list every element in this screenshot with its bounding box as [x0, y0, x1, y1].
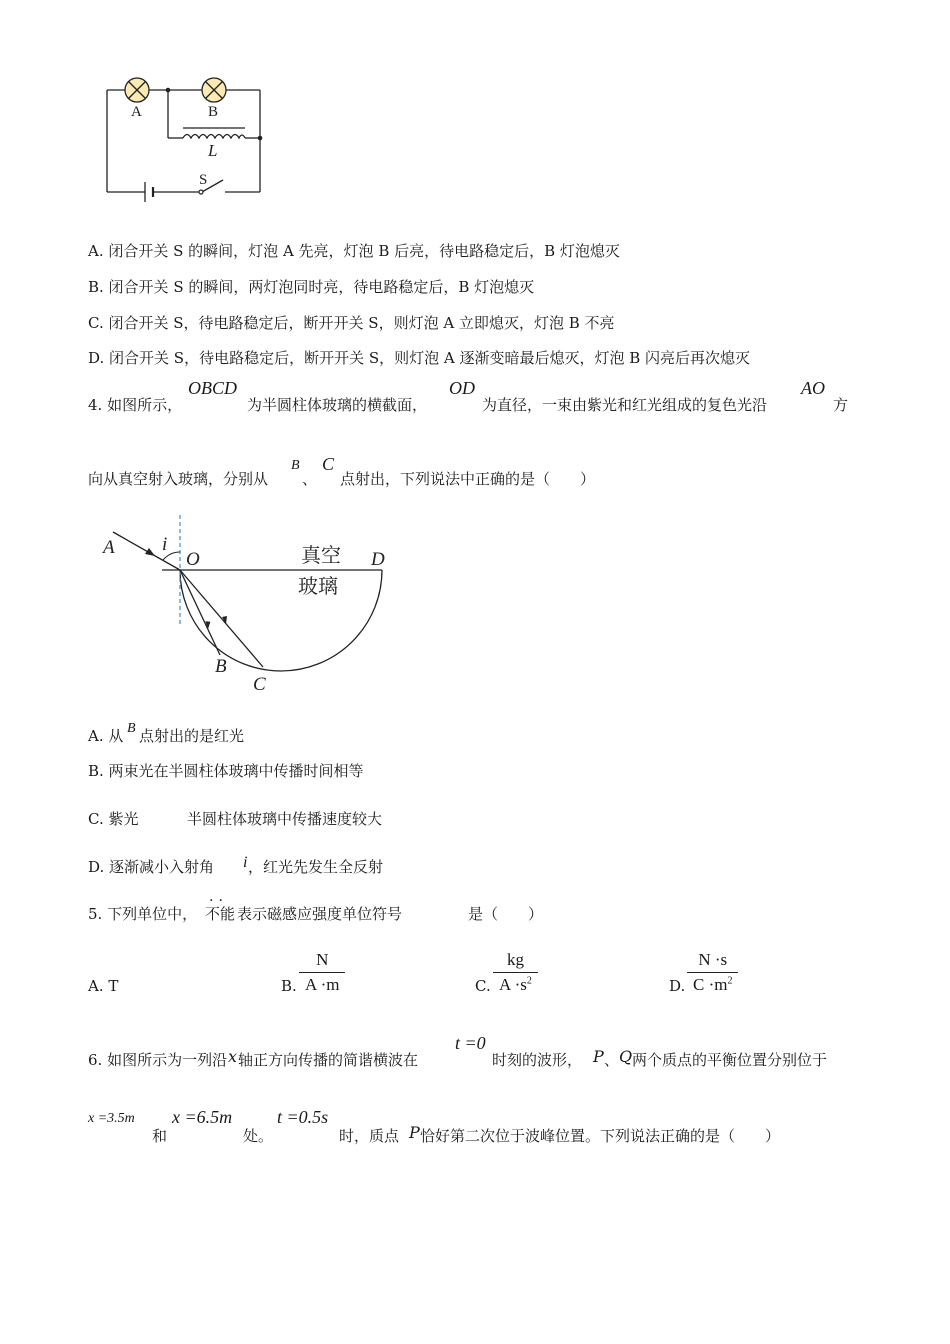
q6-math-p: P — [593, 1047, 604, 1066]
q6-text-h: 时，质点 — [339, 1127, 400, 1145]
q4-opt-a-text2: 点射出的是红光 — [139, 727, 245, 745]
q5-opt-d-label: D. — [669, 977, 686, 995]
q5-text-a: 5. 下列单位中， — [88, 905, 198, 923]
q5-opt-c-label: C. — [475, 977, 491, 995]
q4-opt-d-math: i — [243, 854, 248, 871]
label-o: O — [186, 549, 200, 570]
q5-opt-d-den-base: C ·m — [693, 975, 728, 994]
q4-opt-d-text2: ，红光先发生全反射 — [248, 858, 384, 876]
q6-text-f: 和 — [152, 1127, 168, 1145]
q4-text-g: 点射出，下列说法中正确的是（ ） — [340, 470, 596, 488]
q4-text-f: 、 — [302, 470, 318, 488]
q5-text-b: 表示磁感应强度单位符号 — [237, 905, 403, 923]
q4-math-b: B — [291, 458, 300, 473]
label-c: C — [253, 674, 266, 695]
q4-math-od: OD — [449, 378, 475, 398]
q4-opt-d-text1: D. 逐渐减小入射角 — [88, 858, 215, 876]
q4-text-b: 为半圆柱体玻璃的横截面， — [247, 396, 428, 414]
q3-option-b: B. 闭合开关 S 的瞬间，两灯泡同时亮，待电路稳定后，B 灯泡熄灭 — [88, 278, 535, 296]
q6-math-x: x — [228, 1047, 238, 1066]
q6-math-x1: x =3.5m — [88, 1111, 135, 1126]
q3-option-c: C. 闭合开关 S，待电路稳定后，断开开关 S，则灯泡 A 立即熄灭，灯泡 B 不亮 — [88, 314, 615, 332]
q6-math-t0-text: t =0 — [455, 1033, 486, 1053]
q6-math-p2: P — [409, 1123, 420, 1142]
q5-opt-b-label: B. — [281, 977, 297, 995]
q4-opt-a-math: B — [127, 721, 136, 736]
q5-opt-c-den-sup: 2 — [526, 975, 532, 987]
q6-text-b: 轴正方向传播的简谐横波在 — [238, 1051, 419, 1069]
q4-math-obcd: OBCD — [188, 378, 237, 398]
q5-option-a: A. T — [88, 977, 119, 995]
q4-text-c: 为直径，一束由紫光和红光组成的复色光沿 — [482, 396, 768, 414]
lamp-a-icon — [125, 78, 149, 102]
q4-text-a: 4. 如图所示， — [88, 396, 183, 414]
q5-opt-b-denominator: A ·m — [299, 972, 345, 995]
q5-opt-d-numerator: N ·s — [698, 950, 728, 969]
q6-text-d: 、 — [604, 1051, 620, 1069]
q4-text-d: 方 — [833, 396, 849, 414]
label-switch: S — [199, 172, 208, 188]
optics-diagram — [95, 510, 405, 695]
q4-text-e: 向从真空射入玻璃，分别从 — [88, 470, 269, 488]
q6-math-t0 — [455, 1033, 486, 1054]
q6-math-q: Q — [619, 1047, 633, 1066]
q5-text-emph: 不能 — [205, 905, 236, 923]
q6-math-x2: x =6.5m — [172, 1107, 233, 1127]
q5-opt-d-den-sup: 2 — [727, 975, 733, 987]
circuit-diagram — [95, 70, 275, 210]
label-lamp-b: B — [208, 104, 219, 120]
q5-opt-c-denominator — [493, 972, 538, 995]
label-inductor: L — [208, 141, 218, 160]
q3-option-d: D. 闭合开关 S，待电路稳定后，断开开关 S，则灯泡 A 逐渐变暗最后熄灭，灯泡 B 闪亮后再次熄灭 — [88, 349, 751, 367]
q6-text-e: 两个质点的平衡位置分别位于 — [632, 1051, 828, 1069]
q6-math-t1: t =0.5s — [277, 1107, 329, 1127]
q6-text-g: 处。 — [243, 1127, 274, 1145]
label-glass: 玻璃 — [298, 574, 338, 598]
q4-opt-a-text1: A. 从 — [88, 727, 124, 745]
label-b: B — [215, 656, 227, 677]
q5-opt-d-denominator — [687, 972, 738, 995]
label-a: A — [103, 537, 115, 558]
q4-opt-c-text2: 半圆柱体玻璃中传播速度较大 — [187, 810, 383, 828]
emphasis-dots: ·· — [209, 893, 228, 909]
q4-math-ao: AO — [801, 378, 825, 398]
q5-opt-c-numerator: kg — [506, 950, 524, 969]
label-i: i — [162, 534, 168, 555]
q6-text-c: 时刻的波形， — [492, 1051, 583, 1069]
q4-math-c: C — [322, 454, 335, 474]
q4-option-b: B. 两束光在半圆柱体玻璃中传播时间相等 — [88, 762, 364, 780]
q5-opt-b-numerator: N — [316, 950, 329, 969]
q5-text-c: 是（ ） — [468, 905, 544, 923]
label-d: D — [371, 549, 385, 570]
label-vacuum: 真空 — [301, 543, 341, 567]
q6-text-a: 6. 如图所示为一列沿 — [88, 1051, 228, 1069]
label-lamp-a: A — [131, 104, 142, 120]
q5-opt-c-den-base: A ·s — [499, 975, 527, 994]
q4-opt-c-text1: C. 紫光 — [88, 810, 139, 828]
q3-option-a: A. 闭合开关 S 的瞬间，灯泡 A 先亮，灯泡 B 后亮，待电路稳定后，B 灯泡熄灭 — [88, 242, 620, 260]
q6-text-i: 恰好第二次位于波峰位置。下列说法正确的是（ ） — [420, 1127, 781, 1145]
lamp-b-icon — [202, 78, 226, 102]
